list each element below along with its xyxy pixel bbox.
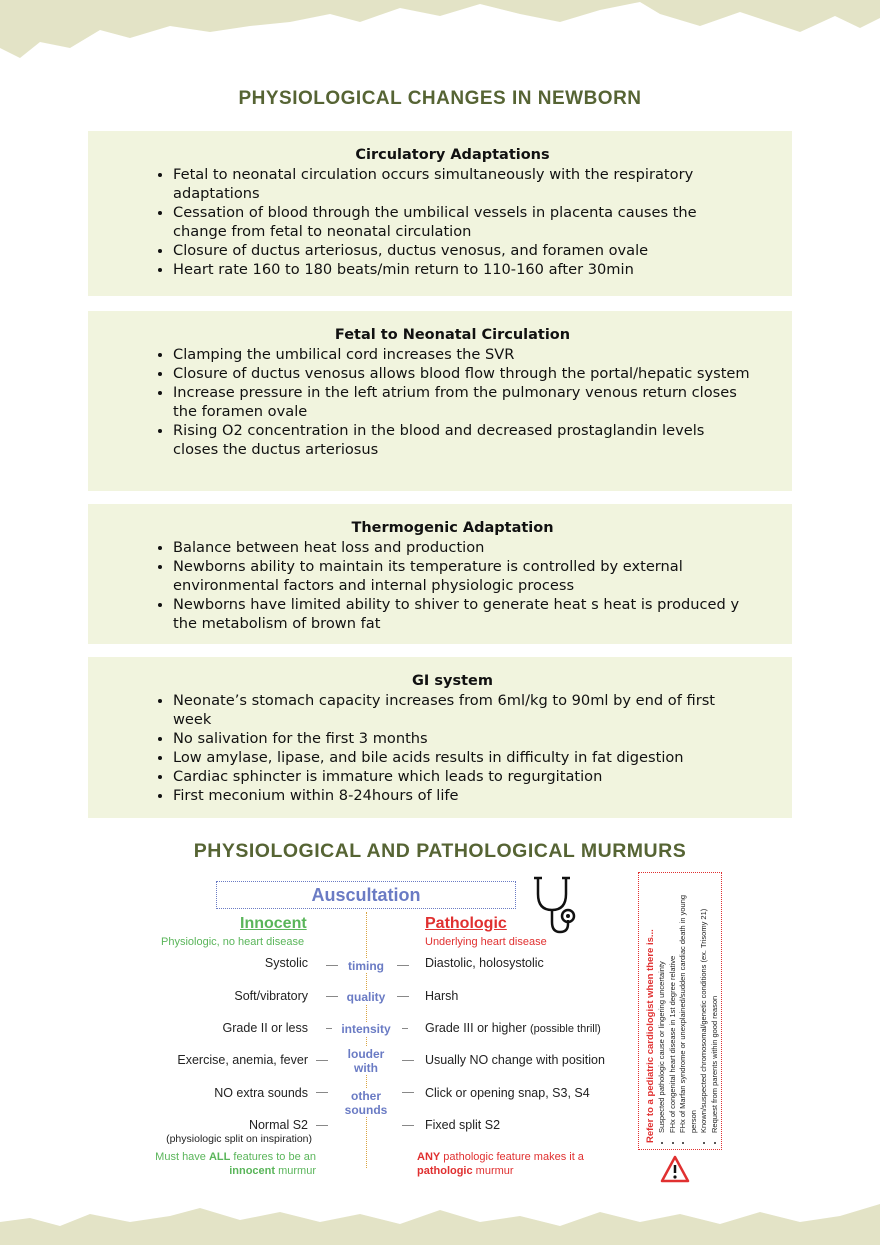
pathologic-row: Grade III or higher xyxy=(425,1021,527,1035)
list-item: • Closure of ductus arteriosus, ductus venosus, and foramen ovale xyxy=(173,241,752,260)
warning-icon xyxy=(660,1154,690,1184)
connector-line xyxy=(326,1028,332,1029)
referral-item: • Known/suspected chromosomal/genetic conditions (ex. Trisomy 21) xyxy=(699,875,710,1133)
list-item: • Cardiac sphincter is immature which leads to regurgitation xyxy=(173,767,752,786)
connector-line xyxy=(326,965,338,966)
connector-line xyxy=(397,996,409,997)
list-item: • Newborns have limited ability to shiver to generate heat s heat is produced y the metabolism of brown fat xyxy=(173,595,752,633)
circulatory-adaptations-box xyxy=(88,131,792,296)
pathologic-row: Diastolic, holosystolic xyxy=(425,956,544,970)
list-item: • Neonate’s stomach capacity increases from 6ml/kg to 90ml by end of first week xyxy=(173,691,752,729)
list-item: • Fetal to neonatal circulation occurs simultaneously with the respiratory adaptations xyxy=(173,165,752,203)
referral-item: • Suspected pathologic cause or lingering uncertainty xyxy=(657,875,668,1133)
criterion-intensity: intensity xyxy=(320,1022,412,1036)
pathologic-row: Click or opening snap, S3, S4 xyxy=(425,1086,590,1100)
connector-line xyxy=(316,1092,328,1093)
connector-line xyxy=(402,1060,414,1061)
criterion-louder-with: louder with xyxy=(336,1047,396,1075)
criterion-quality: quality xyxy=(320,990,412,1004)
connector-line xyxy=(402,1125,414,1126)
list-item: • Clamping the umbilical cord increases the SVR xyxy=(173,345,752,364)
section-heading: Thermogenic Adaptation xyxy=(351,520,554,536)
center-divider xyxy=(366,912,367,1168)
referral-item: • FHx of Marfan syndrome or unexplained/sudden cardiac death in young person xyxy=(678,875,699,1133)
list-item: • Balance between heat loss and production xyxy=(173,538,752,557)
innocent-heading: Innocent xyxy=(240,915,307,932)
innocent-row-note: (physiologic split on inspiration) xyxy=(166,1133,312,1145)
list-item: • No salivation for the first 3 months xyxy=(173,729,752,748)
section-heading: Circulatory Adaptations xyxy=(355,147,550,163)
connector-line xyxy=(402,1092,414,1093)
torn-paper-bottom xyxy=(0,1200,880,1245)
pathologic-heading: Pathologic xyxy=(425,915,507,932)
pathologic-row-note: (possible thrill) xyxy=(529,1023,601,1035)
innocent-row: Normal S2 xyxy=(248,1118,308,1132)
section-heading: GI system xyxy=(412,673,493,689)
innocent-row: Soft/vibratory xyxy=(234,989,308,1003)
murmurs-title: PHYSIOLOGICAL AND PATHOLOGICAL MURMURS xyxy=(193,840,687,862)
list-item: • First meconium within 8-24hours of life xyxy=(173,786,752,805)
list-item: • Low amylase, lipase, and bile acids results in difficulty in fat digestion xyxy=(173,748,752,767)
referral-item: • Request from parents within good reason xyxy=(710,875,721,1133)
criterion-other-sounds: other sounds xyxy=(336,1089,396,1117)
stethoscope-icon xyxy=(530,874,582,936)
pathologic-footnote: ANY pathologic feature makes it a pathologic murmur xyxy=(417,1151,584,1177)
innocent-row: Systolic xyxy=(264,956,308,970)
list-item: • Heart rate 160 to 180 beats/min return to 110-160 after 30min xyxy=(173,260,752,279)
criterion-timing: timing xyxy=(320,959,412,973)
torn-paper-top xyxy=(0,0,880,60)
auscultation-title: Auscultation xyxy=(216,881,516,909)
connector-line xyxy=(316,1125,328,1126)
list-item: • Rising O2 concentration in the blood and decreased prostaglandin levels closes the ductus arteriosus xyxy=(173,421,752,459)
pathologic-row: Usually NO change with position xyxy=(425,1053,605,1067)
auscultation-infographic xyxy=(140,868,740,1198)
innocent-row: NO extra sounds xyxy=(214,1086,308,1100)
connector-line xyxy=(316,1060,328,1061)
list-item: • Newborns ability to maintain its temperature is controlled by external environmental factors and internal physiologic process xyxy=(173,557,752,595)
page-title: PHYSIOLOGICAL CHANGES IN NEWBORN xyxy=(238,88,642,109)
pathologic-subtitle: Underlying heart disease xyxy=(425,936,547,948)
pathologic-row: Harsh xyxy=(425,989,459,1003)
fetal-to-neonatal-box xyxy=(88,311,792,491)
connector-line xyxy=(397,965,409,966)
innocent-row: Grade II or less xyxy=(222,1021,308,1035)
connector-line xyxy=(326,996,338,997)
connector-line xyxy=(402,1028,408,1029)
list-item: • Cessation of blood through the umbilical vessels in placenta causes the change from fetal to neonatal circulation xyxy=(173,203,752,241)
gi-system-box xyxy=(88,657,792,818)
innocent-footnote: Must have ALL features to be an innocent murmur xyxy=(155,1151,316,1177)
referral-box xyxy=(638,872,722,1150)
list-item: • Increase pressure in the left atrium from the pulmonary venous return closes the foramen ovale xyxy=(173,383,752,421)
referral-text xyxy=(645,875,720,1143)
thermogenic-adaptation-box xyxy=(88,504,792,644)
pathologic-row: Fixed split S2 xyxy=(425,1118,501,1132)
section-heading: Fetal to Neonatal Circulation xyxy=(334,327,571,343)
list-item: • Closure of ductus venosus allows blood flow through the portal/hepatic system xyxy=(173,364,752,383)
innocent-subtitle: Physiologic, no heart disease xyxy=(161,936,305,948)
referral-item: • FHx of congenital heart disease in 1st degree relative xyxy=(668,875,679,1133)
referral-title: Refer to a pediatric cardiologist when there is... xyxy=(645,929,656,1143)
pathologic-row-3 xyxy=(425,1021,625,1035)
innocent-row: Exercise, anemia, fever xyxy=(177,1053,308,1067)
